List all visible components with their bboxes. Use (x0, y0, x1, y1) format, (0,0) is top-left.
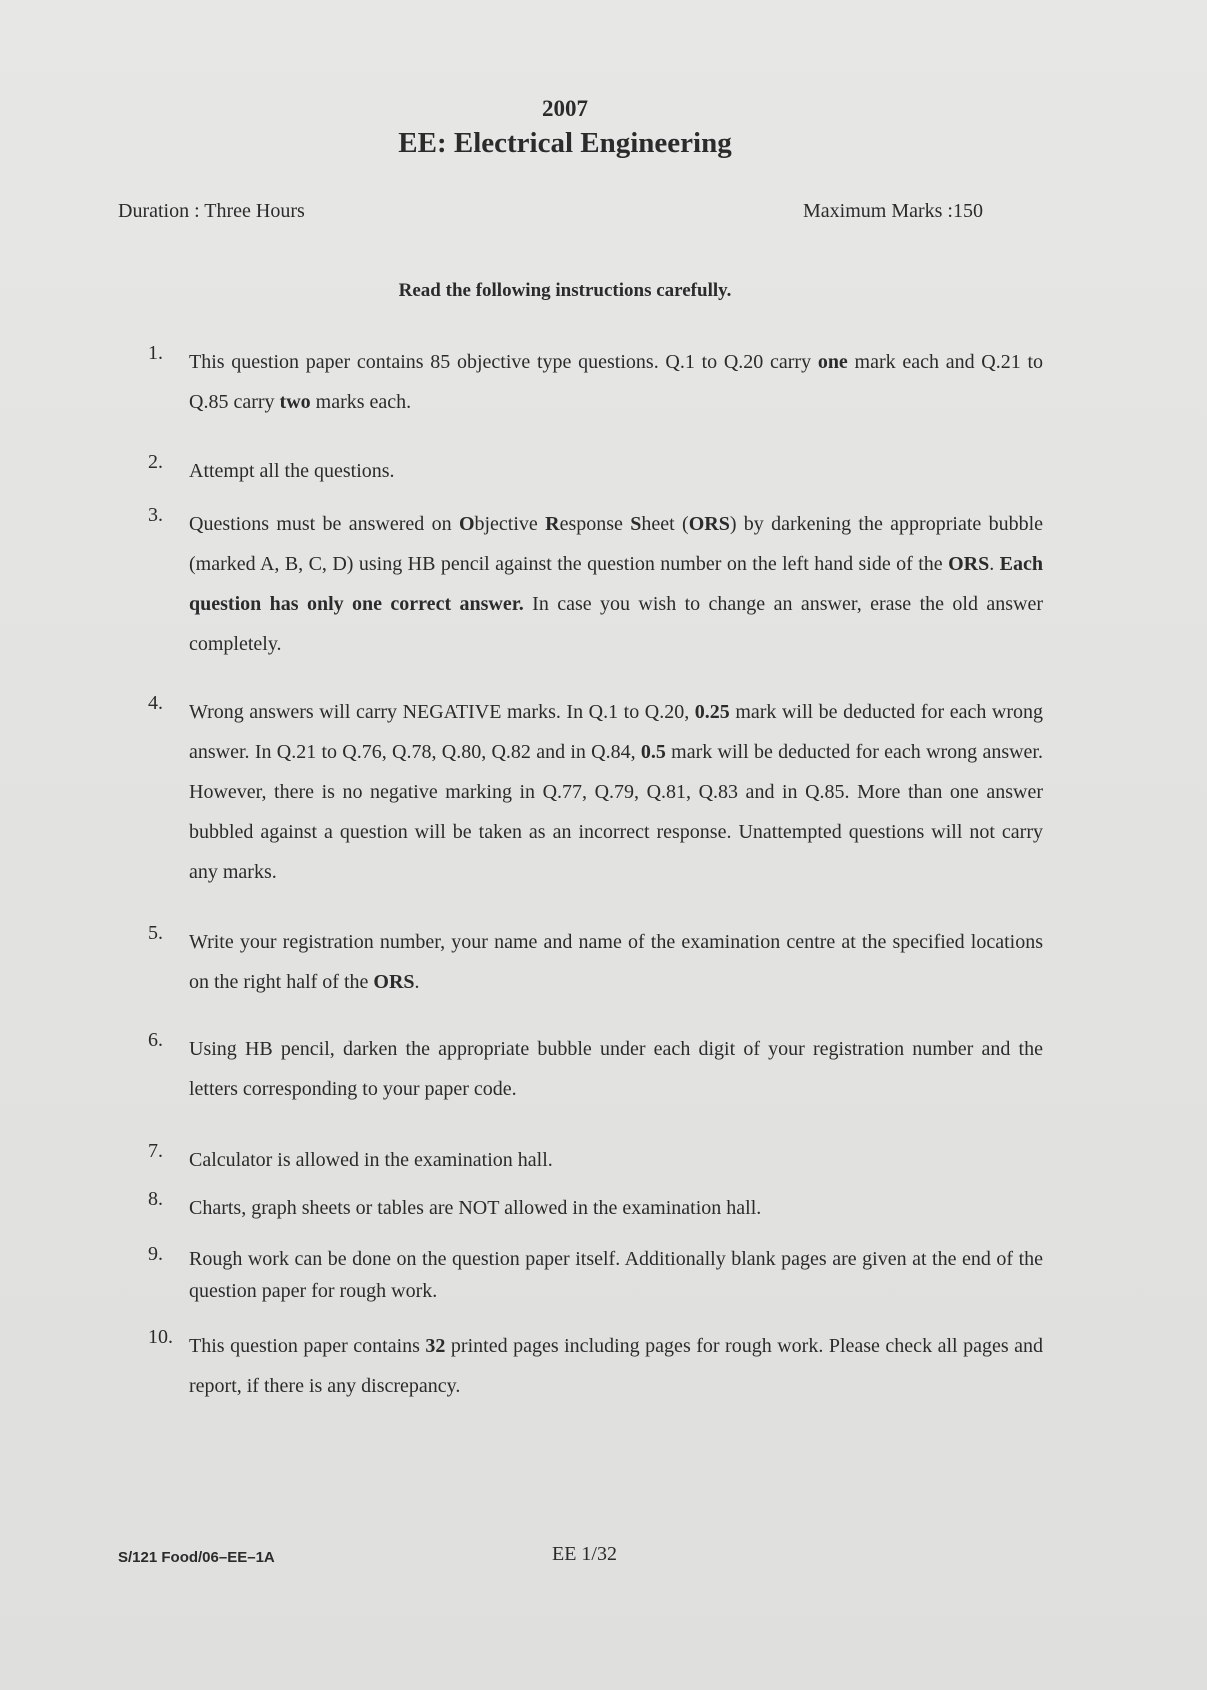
page-number: EE 1/32 (552, 1543, 617, 1565)
instructions-heading: Read the following instructions carefully. (398, 280, 732, 301)
instruction-text: Wrong answers will carry NEGATIVE marks. In Q.1 to Q.20, 0.25 mark will be deducted for each wrong answer. In Q.21 to Q.76, Q.78, Q.80, Q.82 and in Q.84, 0.5 mark will be deducted for each wrong answer. However, there is no negative marking in Q.77, Q.79, Q.81, Q.83 and in Q.85. More than one answer bubbled against a question will be taken as an incorrect response. Unattempted questions will not carry any marks. (189, 701, 1043, 883)
instruction-text: Calculator is allowed in the examination hall. (189, 1149, 553, 1171)
instruction-item (148, 1029, 1043, 1109)
instruction-number: 2. (148, 451, 163, 473)
instruction-number: 5. (148, 922, 163, 944)
instruction-text: Rough work can be done on the question paper itself. Additionally blank pages are given at the end of the question paper for rough work. (189, 1248, 1043, 1302)
instruction-text: Questions must be answered on Objective Response Sheet (ORS) by darkening the appropriate bubble (marked A, B, C, D) using HB pencil against the question number on the left hand side of the ORS. Each question has only one correct answer. In case you wish to change an answer, erase the old answer completely. (189, 513, 1044, 655)
instruction-item (148, 692, 1043, 892)
instruction-item (148, 1243, 1043, 1307)
instruction-item (148, 342, 1043, 422)
instruction-text: Using HB pencil, darken the appropriate bubble under each digit of your registration number and the letters corresponding to your paper code. (189, 1038, 1043, 1100)
instruction-text: This question paper contains 32 printed pages including pages for rough work. Please check all pages and report, if there is any discrepancy. (189, 1335, 1043, 1397)
instruction-item (148, 922, 1043, 1002)
instruction-item (148, 1188, 1043, 1228)
instruction-number: 8. (148, 1188, 163, 1210)
instruction-text: Charts, graph sheets or tables are NOT allowed in the examination hall. (189, 1197, 762, 1219)
paper-title: EE: Electrical Engineering (398, 127, 732, 159)
instruction-number: 7. (148, 1140, 163, 1162)
instruction-text: This question paper contains 85 objective type questions. Q.1 to Q.20 carry one mark each and Q.21 to Q.85 carry two marks each. (189, 351, 1043, 413)
instruction-text: Attempt all the questions. (189, 460, 395, 482)
instruction-number: 9. (148, 1243, 163, 1265)
instruction-number: 1. (148, 342, 163, 364)
instruction-item (148, 504, 1043, 664)
instruction-text: Write your registration number, your name and name of the examination centre at the specified locations on the right half of the ORS. (189, 931, 1043, 993)
instruction-number: 4. (148, 692, 163, 714)
instruction-number: 6. (148, 1029, 163, 1051)
instruction-item (148, 1326, 1043, 1406)
exam-year: 2007 (542, 96, 588, 121)
paper-code: S/121 Food/06–EE–1A (118, 1549, 275, 1566)
max-marks-label: Maximum Marks :150 (803, 200, 983, 222)
instruction-item (148, 1140, 1043, 1180)
instruction-number: 3. (148, 504, 163, 526)
duration-label: Duration : Three Hours (118, 200, 305, 222)
instruction-item (148, 451, 1043, 491)
instruction-number: 10. (148, 1326, 173, 1348)
